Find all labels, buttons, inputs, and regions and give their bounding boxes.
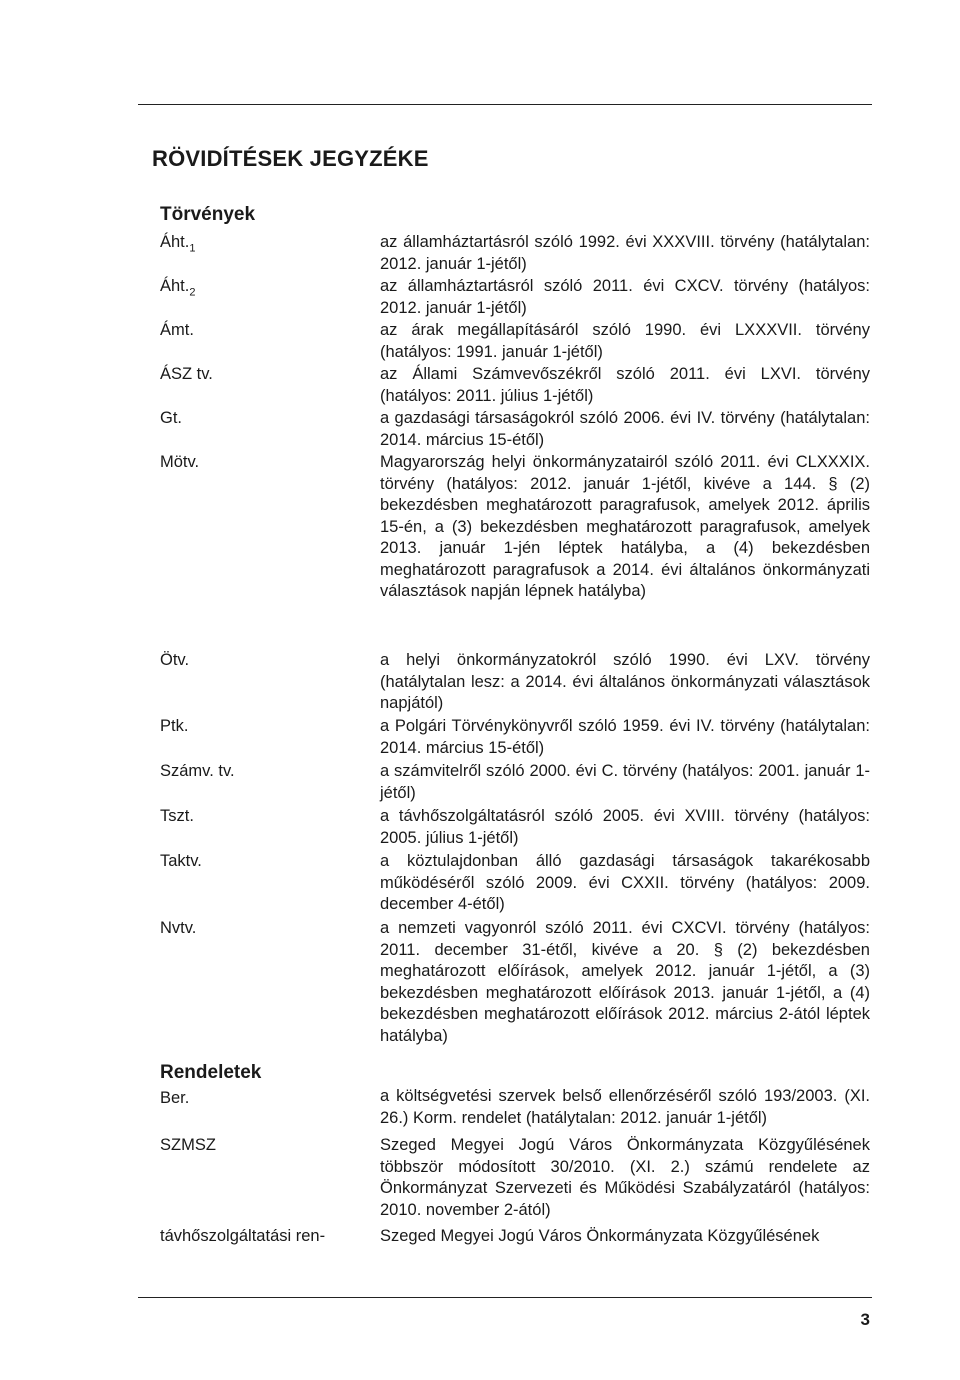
page-number: 3 bbox=[860, 1310, 870, 1329]
def-amt: az árak megállapításáról szóló 1990. évi LXXXVII. törvény (hatályos: 1991. január 1-jétől) bbox=[380, 321, 870, 361]
abbr-aht2: $Áht._2$ bbox=[160, 277, 196, 299]
page-title: RÖVIDÍTÉSEK JEGYZÉKE bbox=[152, 146, 429, 171]
footer-rule bbox=[138, 1297, 872, 1298]
abbr-tszt: Tszt. bbox=[160, 807, 194, 825]
abbr-ptk: Ptk. bbox=[160, 717, 189, 735]
def-nvtv: a nemzeti vagyonról szóló 2011. évi CXCVI. törvény (hatályos: 2011. december 31-étől, kivéve a 20. § (2) bekezdésben meghatározott előírások, amelyek 2012. január 1-jétől, a (3) bekezdésben meghatározott előírások 2013. január 1-jétől, a (4) bekezdésben meghatározott előírások 2012. március 2-ától léptek hatályba) bbox=[380, 919, 870, 1045]
abbr-aht1: $Áht._1$ bbox=[160, 233, 196, 255]
abbr-taktv: Taktv. bbox=[160, 852, 202, 870]
def-taktv: a köztulajdonban álló gazdasági társaságok takarékosabb működéséről szóló 2009. évi CXXII. törvény (hatályos: 2009. december 4-étől) bbox=[380, 852, 870, 913]
abbr-gt: Gt. bbox=[160, 409, 183, 427]
abbr-motv: Mötv. bbox=[160, 453, 200, 471]
def-szamv-tv: a számvitelről szóló 2000. évi C. törvény (hatályos: 2001. január 1-jétől) bbox=[380, 762, 870, 802]
abbr-szamv-tv: Számv. tv. bbox=[160, 762, 235, 780]
def-motv: Magyarország helyi önkormányzatairól szóló 2011. évi CLXXXIX. törvény (hatályos: 2012. január 1-jétől, kivéve a 144. § (2) bekezdésben meghatározott paragrafusok, amelyek 2012. április 15-én, a (3) bekezdésben meghatározott paragrafusok, amelyek 2013. január 1-jén léptek hatályba, a (4) bekezdésben meghatározott paragrafusok a 2014. évi általános önkormányzati választások napján lépnek hatályba) bbox=[380, 453, 870, 600]
def-tszt: a távhőszolgáltatásról szóló 2005. évi XVIII. törvény (hatályos: 2005. július 1-jétől) bbox=[380, 807, 870, 847]
abbr-szmsz: SZMSZ bbox=[160, 1136, 216, 1154]
def-gt: a gazdasági társaságokról szóló 2006. évi IV. törvény (hatálytalan: 2014. március 15-étől) bbox=[380, 409, 870, 449]
section-heading-torvenyek: Törvények bbox=[160, 204, 256, 225]
def-asz-tv: az Állami Számvevőszékről szóló 2011. évi LXVI. törvény (hatályos: 2011. július 1-jétől) bbox=[380, 365, 870, 405]
abbr-otv: Ötv. bbox=[160, 651, 190, 669]
def-ber: a költségvetési szervek belső ellenőrzéséről szóló 193/2003. (XI. 26.) Korm. rendelet (hatálytalan: 2012. január 1-jétől) bbox=[380, 1087, 870, 1127]
def-aht1: az államháztartásról szóló 1992. évi XXXVIII. törvény (hatálytalan: 2012. január 1-jétől) bbox=[380, 233, 870, 273]
abbr-asz-tv: ÁSZ tv. bbox=[160, 365, 213, 383]
def-szmsz: Szeged Megyei Jogú Város Önkormányzata Közgyűlésének többször módosított 30/2010. (XI. 2.) számú rendelete az Önkormányzat Szervezeti és Működési Szabályzatáról (hatályos: 2010. november 2-ától) bbox=[380, 1136, 870, 1219]
abbr-ber: Ber. bbox=[160, 1089, 190, 1107]
abbr-nvtv: Nvtv. bbox=[160, 919, 197, 937]
def-aht2: az államháztartásról szóló 2011. évi CXCV. törvény (hatályos: 2012. január 1-jétől) bbox=[380, 277, 870, 317]
abbr-amt: Ámt. bbox=[160, 321, 194, 339]
def-otv: a helyi önkormányzatokról szóló 1990. évi LXV. törvény (hatálytalan lesz: a 2014. évi általános önkormányzati választások napjától) bbox=[380, 651, 870, 712]
header-rule bbox=[138, 104, 872, 105]
abbr-tavhoszolgaltatasi: távhőszolgáltatási ren- bbox=[160, 1227, 326, 1245]
def-ptk: a Polgári Törvénykönyvről szóló 1959. évi IV. törvény (hatálytalan: 2014. március 15-étől) bbox=[380, 717, 870, 757]
def-tavhoszolgaltatasi: Szeged Megyei Jogú Város Önkormányzata Közgyűlésének bbox=[380, 1227, 820, 1245]
section-heading-rendeletek: Rendeletek bbox=[160, 1062, 262, 1083]
